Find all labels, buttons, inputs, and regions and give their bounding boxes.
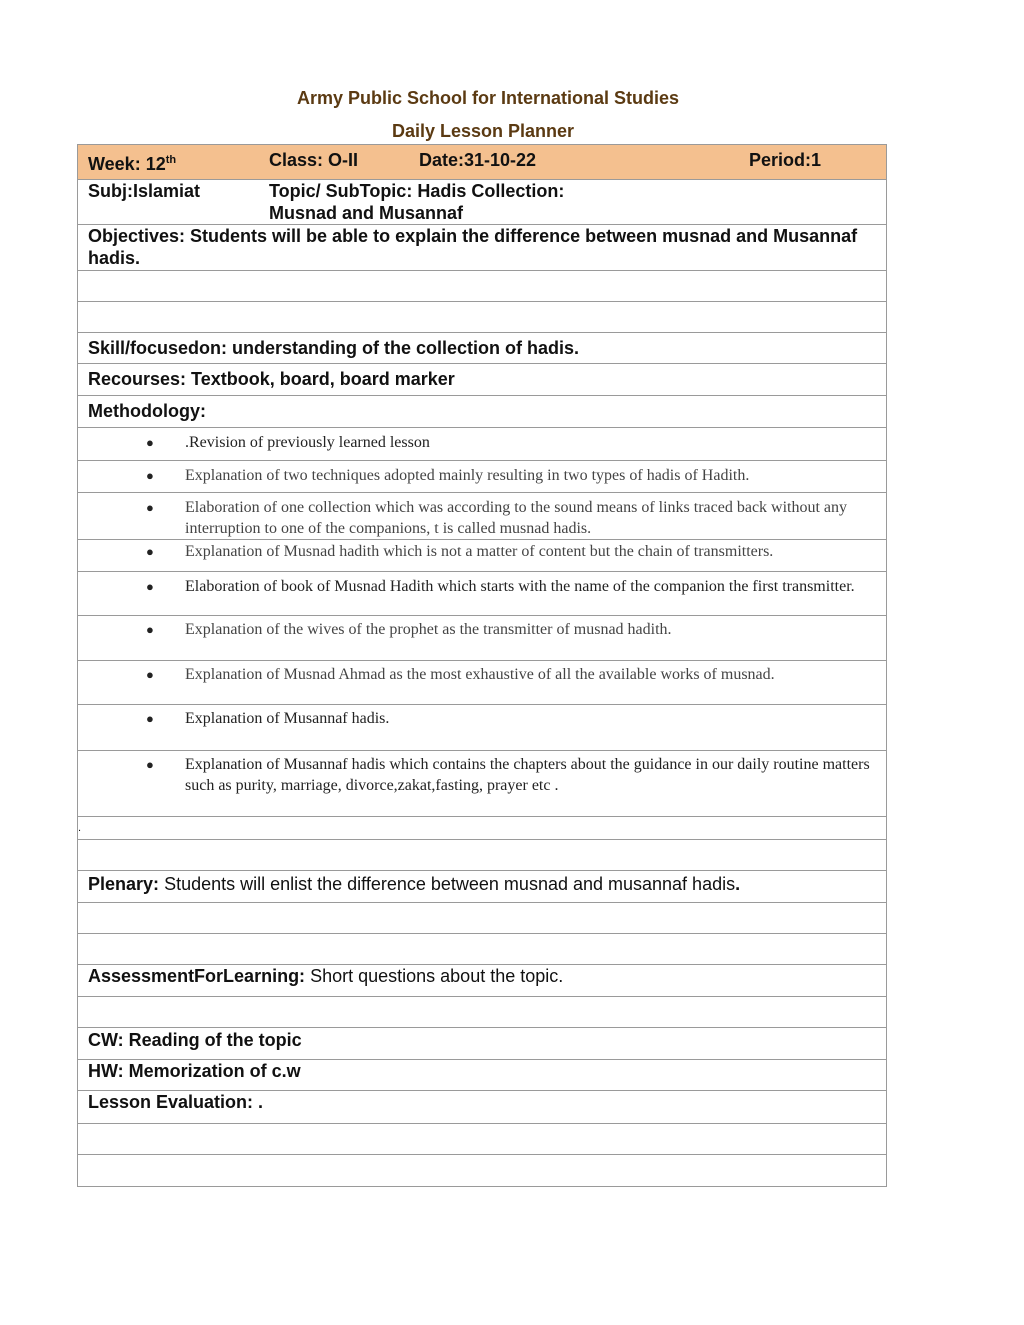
bullet-icon: ● — [146, 544, 154, 559]
list-item: ● Explanation of Musannaf hadis. — [78, 705, 887, 751]
week-label: Week: 12th — [88, 154, 177, 174]
week-suffix: th — [165, 154, 177, 166]
list-item: ● Elaboration of one collection which was according to the sound means of links traced back without any interruption to one of the companions, t is called musnad hadis. — [78, 493, 887, 540]
resources-row — [78, 364, 887, 396]
objectives-text: Objectives: Students will be able to explain the difference between musnad and Musannaf hadis. — [78, 225, 887, 271]
evaluation-text: Lesson Evaluation: . — [78, 1091, 887, 1124]
empty-row — [78, 1155, 887, 1187]
plenary-row: Plenary: Students will enlist the difference between musnad and musannaf hadis. — [78, 871, 887, 903]
hw-row — [78, 1060, 887, 1091]
planner-title: Daily Lesson Planner — [391, 121, 575, 141]
info-header-row — [78, 145, 887, 180]
hw-text: HW: Memorization of c.w — [78, 1060, 887, 1091]
class-label: Class: O-II — [269, 150, 359, 170]
school-title: Army Public School for International Studies — [296, 88, 680, 108]
lesson-plan-table — [77, 144, 887, 1187]
list-item: ● Explanation of Musannaf hadis which contains the chapters about the guidance in our daily routine matters such as purity, marriage, divorce,zakat,fasting, prayer etc . — [78, 751, 887, 817]
methodology-label: Methodology: — [78, 396, 887, 428]
subject-row — [78, 180, 887, 225]
methodology-row — [78, 396, 887, 428]
empty-row — [78, 840, 887, 871]
plenary-label: Plenary: — [88, 874, 160, 894]
assessment-row — [78, 965, 887, 997]
empty-row — [78, 903, 887, 934]
bullet-icon: ● — [146, 435, 154, 450]
date-label: Date:31-10-22 — [419, 150, 537, 170]
assessment-text: Short questions about the topic. — [310, 966, 564, 986]
list-item: ● .Revision of previously learned lesson — [78, 428, 887, 461]
assessment-label: AssessmentForLearning: — [88, 966, 306, 986]
list-item: ● Explanation of Musnad hadith which is not a matter of content but the chain of transmitters. — [78, 540, 887, 572]
resources-text: Recourses: Textbook, board, board marker — [78, 364, 887, 396]
empty-row — [78, 302, 887, 333]
list-item: ● Explanation of the wives of the prophet as the transmitter of musnad hadith. — [78, 616, 887, 661]
list-item: ● Explanation of two techniques adopted mainly resulting in two types of hadis of Hadith. — [78, 461, 887, 493]
stray-mark: . — [78, 822, 82, 834]
skill-row — [78, 333, 887, 364]
evaluation-row — [78, 1091, 887, 1124]
skill-text: Skill/focusedon: understanding of the collection of hadis. — [78, 333, 887, 364]
list-item: ● Explanation of Musnad Ahmad as the most exhaustive of all the available works of musnad. — [78, 661, 887, 705]
bullet-icon: ● — [146, 711, 154, 726]
subject-label: Subj:Islamiat — [88, 181, 201, 201]
cw-text: CW: Reading of the topic — [78, 1028, 887, 1060]
empty-row — [78, 1124, 887, 1155]
bullet-icon: ● — [146, 579, 154, 594]
bullet-icon: ● — [146, 622, 154, 637]
cw-row — [78, 1028, 887, 1060]
bullet-icon: ● — [146, 757, 154, 772]
list-item: ● Elaboration of book of Musnad Hadith which starts with the name of the companion the first transmitter. — [78, 572, 887, 616]
period-label: Period:1 — [749, 150, 822, 170]
empty-row — [78, 271, 887, 302]
empty-row — [78, 934, 887, 965]
bullet-icon: ● — [146, 667, 154, 682]
empty-row — [78, 817, 887, 840]
bullet-icon: ● — [146, 500, 154, 515]
plenary-text: Students will enlist the difference between musnad and musannaf hadis — [164, 874, 736, 894]
empty-row — [78, 997, 887, 1028]
objectives-row — [78, 225, 887, 271]
bullet-icon: ● — [146, 468, 154, 483]
topic-label: Topic/ SubTopic: Hadis Collection: Musnad and Musannaf — [269, 181, 565, 223]
